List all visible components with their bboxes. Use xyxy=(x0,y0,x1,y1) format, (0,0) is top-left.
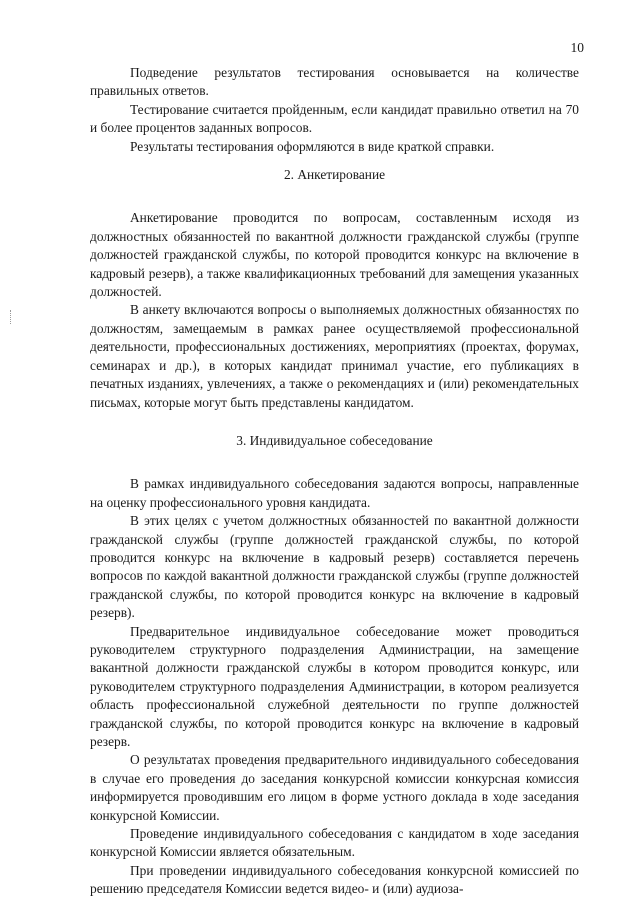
section-heading-questionnaire: 2. Анкетирование xyxy=(283,167,386,183)
paragraph: В анкету включаются вопросы о выполняемых должностных обязанностях по должностям, замещаемым в рамках ранее осуществляемой профессиональной деятельности, профессиональных достижениях, мероприятиях (проектах, форумах, семинарах и др.), в которых кандидат принимал участие, его публикациях в печатных изданиях, увлечениях, а также о рекомендациях и (или) рекомендательных письмах, которые могут быть представлены кандидатом. xyxy=(90,302,579,410)
page-number: 10 xyxy=(570,40,584,55)
paragraph: Проведение индивидуального собеседования с кандидатом в ходе заседания конкурсной Комиссии является обязательным. xyxy=(90,826,579,860)
paragraph: Анкетирование проводится по вопросам, составленным исходя из должностных обязанностей по вакантной должности гражданской службы (группе должностей гражданской службы, по которой проводится конкурс на включение в кадровый резерв), а также квалификационных требований для замещения указанных должностей. xyxy=(90,210,579,300)
paragraph: Тестирование считается пройденным, если кандидат правильно ответил на 70 и более процентов заданных вопросов. xyxy=(90,101,579,136)
paragraph: Подведение результатов тестирования основывается на количестве правильных ответов. xyxy=(90,65,579,99)
paragraph: В этих целях с учетом должностных обязанностей по вакантной должности гражданской службы (группе должностей гражданской службы, по которой проводится конкурс на включение в кадровый резерв) составляется перечень вопросов по каждой вакантной должности гражданской службы (группе должностей гражданской службы, по которой проводится конкурс на включение в кадровый резерв). xyxy=(90,513,579,621)
paragraph: Предварительное индивидуальное собеседование может проводиться руководителем структурного подразделения Администрации, на замещение вакантной должности гражданской службы в котором проводится конкурс, или руководителем структурного подразделения Администрации, в котором реализуется область профессиональной служебной деятельности по группе должностей гражданской службы, по которой проводится конкурс на включение в кадровый резерв. xyxy=(90,623,579,749)
paragraph: При проведении индивидуального собеседования конкурсной комиссией по решению председателя Комиссии ведется видео- и (или) аудиоза- xyxy=(90,862,579,897)
paragraph: Результаты тестирования оформляются в виде краткой справки. xyxy=(130,138,495,154)
margin-mark xyxy=(10,310,14,324)
section-heading-interview: 3. Индивидуальное собеседование xyxy=(236,432,433,448)
paragraph: О результатах проведения предварительного индивидуального собеседования в случае его проведения до заседания конкурсной комиссии конкурсная комиссия информируется проводившим его лицом в форме устного доклада в ходе заседания конкурсной Комиссии. xyxy=(90,752,579,823)
paragraph: В рамках индивидуального собеседования задаются вопросы, направленные на оценку профессионального уровня кандидата. xyxy=(90,476,579,510)
document-body xyxy=(90,64,579,899)
